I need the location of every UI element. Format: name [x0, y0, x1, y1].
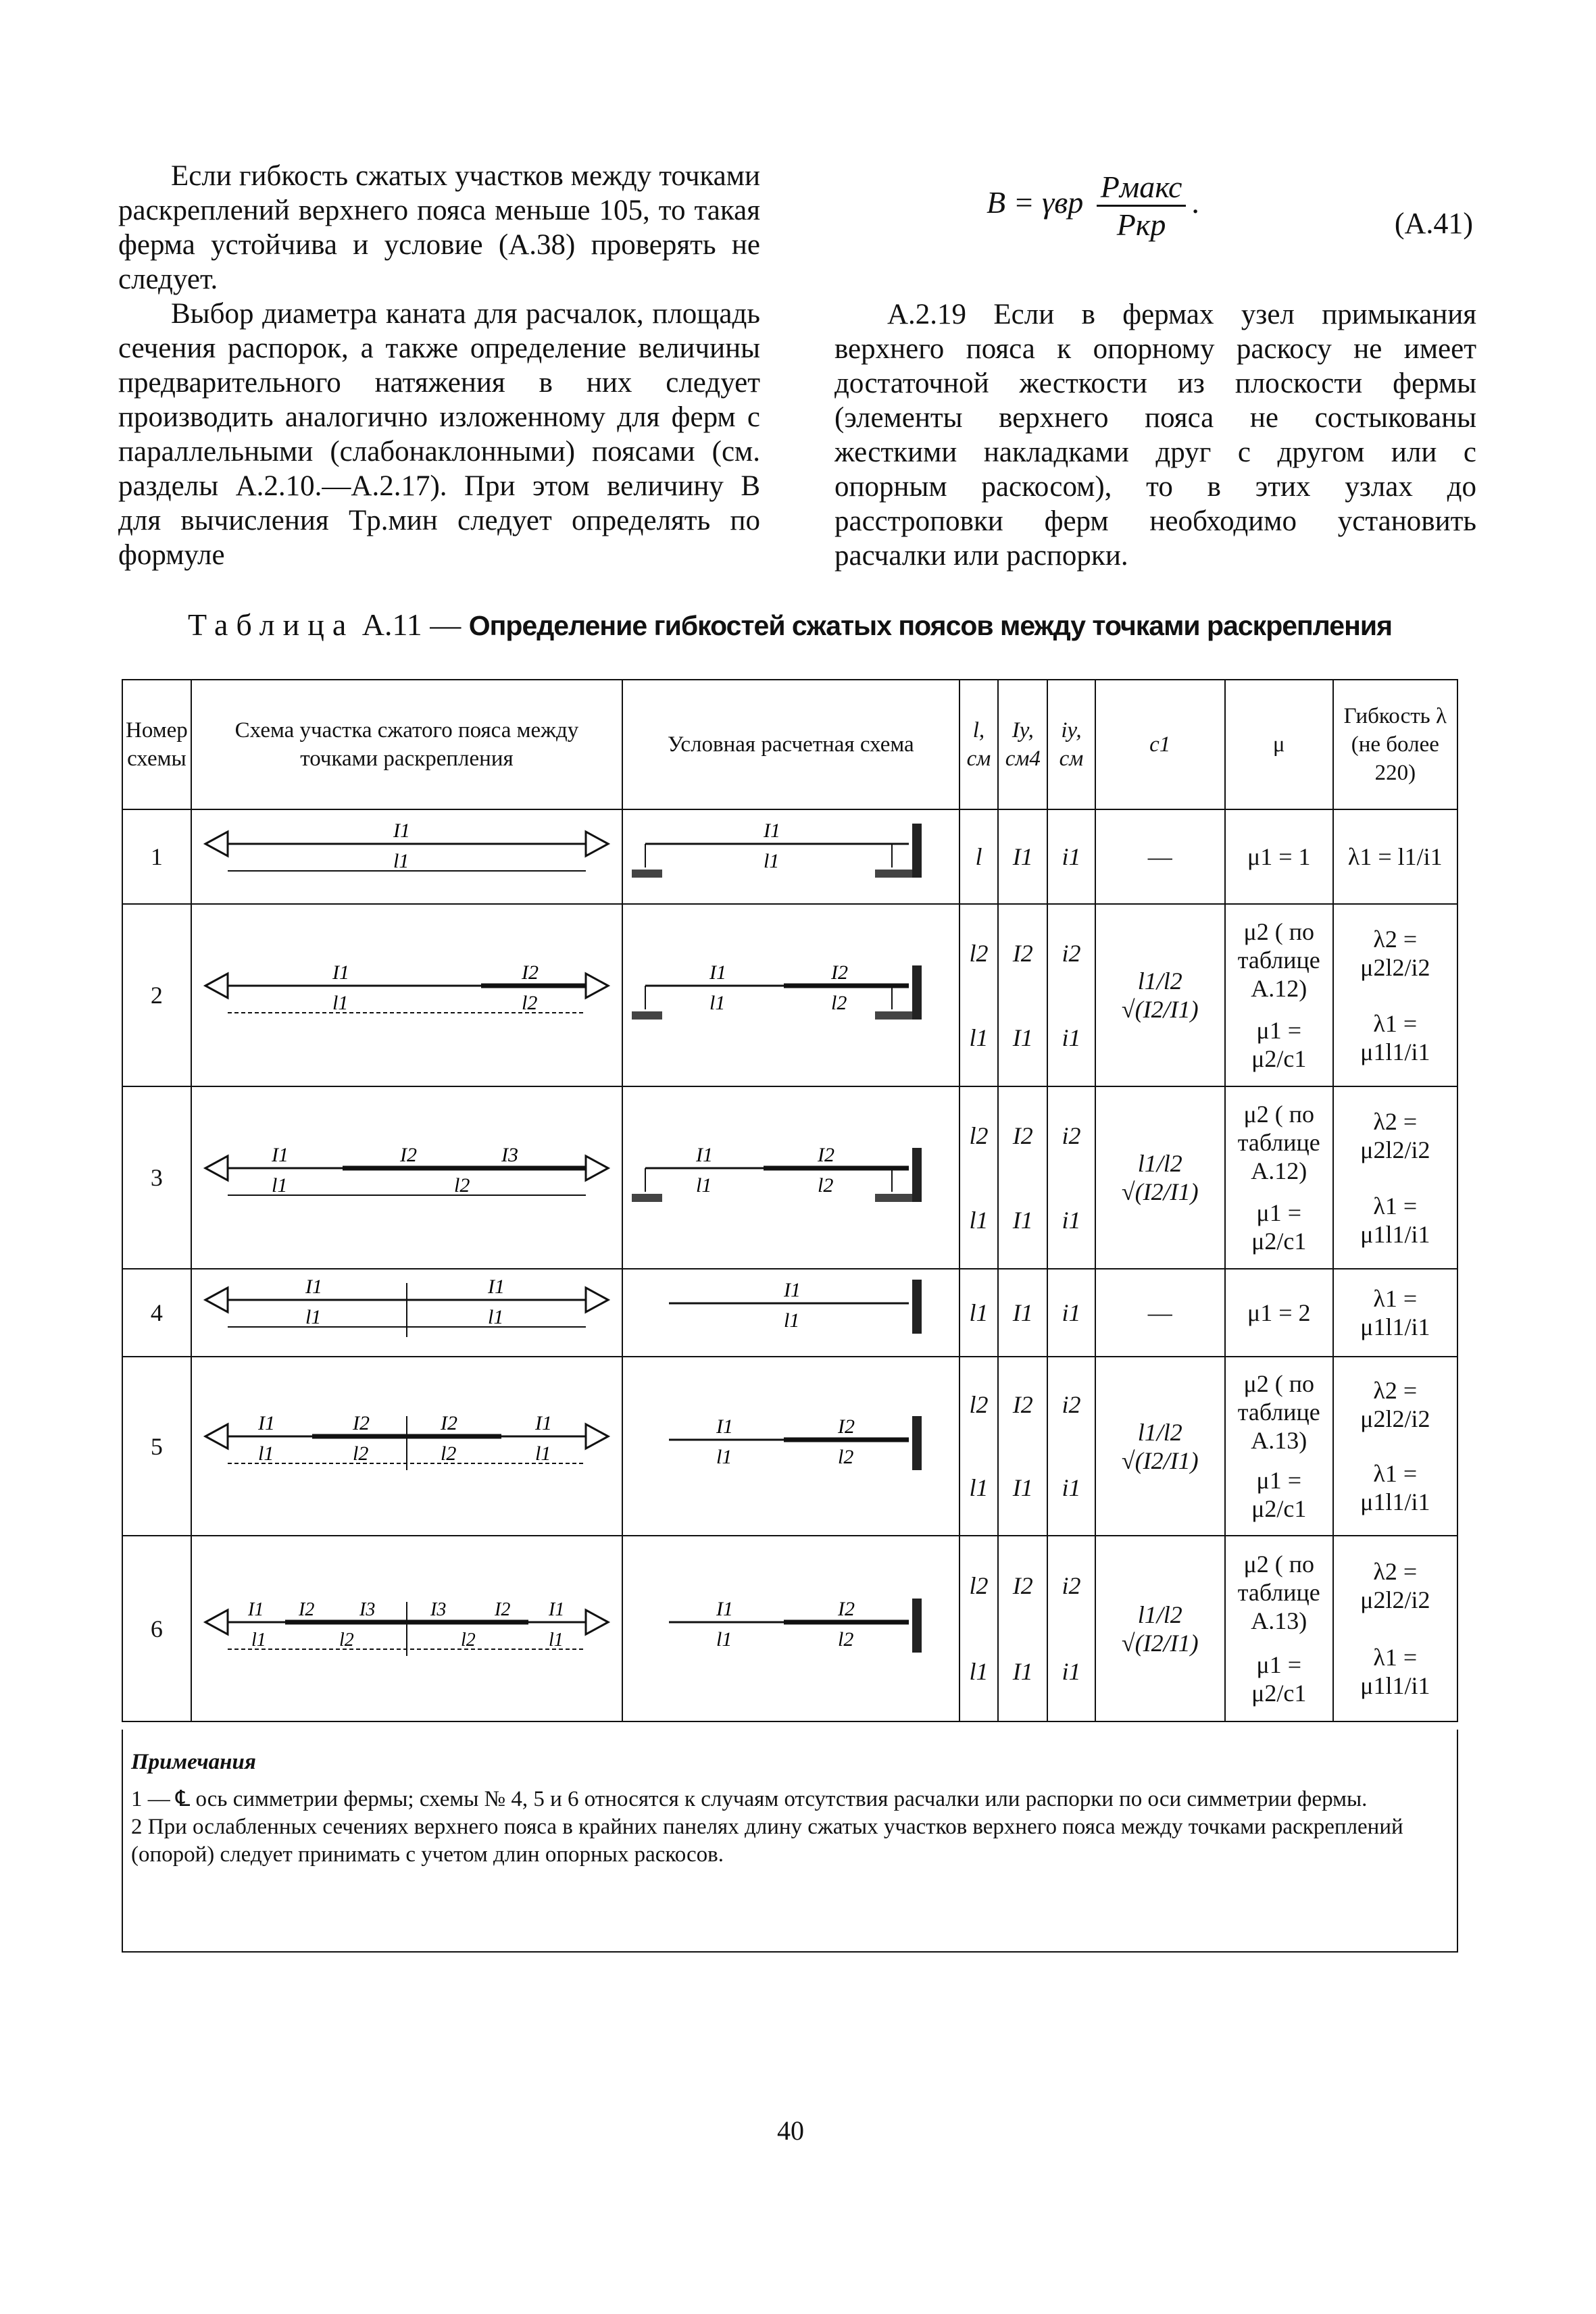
label-l2: l2 — [818, 1174, 834, 1197]
mu-value: μ2 ( по таблице А.12) — [1237, 918, 1320, 1002]
lambda-value: λ1 = μ1l1/i1 — [1360, 1644, 1430, 1700]
c-value: l1/l2 √(I2/I1) — [1095, 1086, 1225, 1269]
notes-box — [122, 1730, 1458, 1953]
label-l1: l1 — [305, 1305, 322, 1328]
row-number: 5 — [122, 1357, 191, 1536]
i-value: i2 — [1062, 1391, 1081, 1419]
table-row — [122, 1086, 1457, 1269]
I-value: I1 — [1012, 1206, 1033, 1234]
table-caption-number: А.11 — — [361, 607, 462, 642]
label-l1: l1 — [251, 1630, 266, 1651]
lambda-value: λ2 = μ2l2/i2 — [1360, 1377, 1430, 1433]
i-value: i1 — [1062, 1658, 1081, 1686]
formula-lhs: B = γвр — [987, 185, 1084, 220]
table-row — [122, 904, 1457, 1086]
mu-value: μ1 = μ2/c1 — [1251, 1467, 1307, 1523]
l-value: l2 — [969, 1391, 989, 1419]
label-l1: l1 — [764, 849, 780, 872]
row-number: 6 — [122, 1536, 191, 1721]
table-row — [122, 1357, 1457, 1536]
mu-value: μ1 = μ2/c1 — [1251, 1199, 1307, 1255]
label-l2: l2 — [521, 991, 538, 1014]
header-l: l, см — [959, 680, 999, 809]
label-l1: l1 — [257, 1442, 274, 1465]
label-I2: I2 — [494, 1599, 511, 1620]
calc-diagram — [622, 1536, 959, 1721]
paragraph-slenderness: Если гибкость сжатых участков между точками раскреплений верхнего пояса меньше 105, то такая ферма устойчива и условие (А.38) проверять не следует. — [118, 160, 760, 295]
fixed-wall-icon — [912, 965, 922, 1020]
c-value: — — [1095, 1269, 1225, 1357]
header-num: Номер схемы — [122, 680, 191, 809]
i-value: i1 — [1047, 809, 1095, 904]
i-value: i1 — [1062, 1206, 1081, 1234]
notes-title: Примечания — [131, 1750, 256, 1774]
fixed-wall-icon — [912, 1416, 922, 1470]
formula-a41: B = γвр $\frac{\text{Pмакс}}{\text{Pкр}}$ . (А.41) — [987, 170, 1473, 242]
mu-value: μ2 ( по таблице А.13) — [1237, 1369, 1320, 1454]
right-arrow-icon — [586, 1610, 608, 1634]
label-I1: I1 — [716, 1415, 734, 1438]
calc-4-diagram — [628, 1273, 953, 1347]
calc-diagram — [622, 1357, 959, 1536]
calc-5-diagram — [628, 1403, 953, 1484]
right-arrow-icon — [586, 1424, 608, 1449]
header-c1: c1 — [1095, 680, 1225, 809]
l-value: l2 — [969, 1122, 989, 1149]
label-I2: I2 — [298, 1599, 315, 1620]
lambda-value: λ2 = μ2l2/i2 — [1360, 1557, 1430, 1613]
label-l1: l1 — [271, 1174, 288, 1197]
slenderness-table — [122, 679, 1458, 1722]
l-value: l2 — [969, 939, 989, 967]
c-value: l1/l2 √(I2/I1) — [1095, 1357, 1225, 1536]
label-I2: I2 — [818, 1143, 835, 1166]
label-I2: I2 — [399, 1143, 417, 1166]
label-l2: l2 — [339, 1630, 354, 1651]
label-I2: I2 — [440, 1412, 457, 1434]
calc-diagram — [622, 1269, 959, 1357]
lambda-value: λ1 = μ1l1/i1 — [1360, 1459, 1430, 1515]
label-I2: I2 — [352, 1412, 370, 1434]
support-icon — [632, 870, 662, 878]
I-value: I1 — [998, 809, 1047, 904]
note-item-1: 1 — ℄ ось симметрии фермы; схемы № 4, 5 и 6 относятся к случаям отсутствия расчалки или распорки по оси симметрии фермы. — [131, 1787, 1368, 1811]
right-arrow-icon — [586, 1156, 608, 1180]
label-I1: I1 — [332, 961, 349, 984]
support-icon — [632, 1194, 662, 1202]
label-I1: I1 — [534, 1412, 552, 1434]
lambda-value: λ1 = μ1l1/i1 — [1360, 1192, 1430, 1248]
page-number: 40 — [777, 2115, 804, 2146]
l-value: l2 — [969, 1571, 989, 1599]
I-value: I2 — [1012, 939, 1033, 967]
support-icon — [875, 870, 912, 878]
I-value: I1 — [998, 1269, 1047, 1357]
label-l1: l1 — [696, 1174, 712, 1197]
i-value: i1 — [1062, 1024, 1081, 1051]
scheme-1-diagram — [197, 817, 616, 891]
label-I1: I1 — [696, 1143, 714, 1166]
header-calc: Условная расчетная схема — [622, 680, 959, 809]
label-l2: l2 — [838, 1628, 854, 1651]
label-I1: I1 — [709, 961, 727, 984]
label-I1: I1 — [764, 819, 781, 842]
header-scheme: Схема участка сжатого пояса между точками раскрепления — [191, 680, 622, 809]
note-item-2: 2 При ослабленных сечениях верхнего пояса в крайних панелях длину сжатых участков верхнего пояса между точками раскреплений (опорой) следует принимать с учетом длин опорных раскосов. — [131, 1815, 1403, 1867]
l-value: l1 — [969, 1206, 989, 1234]
lambda-value: λ1 = μ1l1/i1 — [1333, 1269, 1457, 1357]
label-I1: I1 — [548, 1599, 565, 1620]
support-icon — [875, 1194, 912, 1202]
I-value: I1 — [1012, 1024, 1033, 1051]
scheme-5-diagram — [197, 1403, 616, 1484]
i-value: i1 — [1062, 1474, 1081, 1501]
label-l2: l2 — [440, 1442, 457, 1465]
I-value: I1 — [1012, 1474, 1033, 1501]
mu-value: μ2 ( по таблице А.13) — [1237, 1551, 1320, 1635]
label-I1: I1 — [784, 1278, 801, 1301]
right-arrow-icon — [586, 974, 608, 998]
table-caption-title: Определение гибкостей сжатых поясов между точками раскрепления — [468, 610, 1392, 641]
right-arrow-icon — [586, 1288, 608, 1312]
left-arrow-icon — [205, 1610, 228, 1634]
support-icon — [875, 1011, 912, 1020]
calc-3-diagram — [628, 1134, 953, 1215]
header-lambda: Гибкость λ (не более 220) — [1333, 680, 1457, 809]
table-header-row — [122, 680, 1457, 809]
table-caption-prefix: Таблица — [188, 607, 355, 642]
row-number: 1 — [122, 809, 191, 904]
label-I1: I1 — [716, 1598, 734, 1620]
mu-value: μ1 = μ2/c1 — [1251, 1651, 1307, 1707]
i-value: i2 — [1062, 1122, 1081, 1149]
scheme-diagram — [191, 1536, 622, 1721]
support-icon — [632, 1011, 662, 1020]
scheme-6-diagram — [197, 1585, 616, 1666]
lambda-value: λ1 = μ1l1/i1 — [1360, 1009, 1430, 1065]
label-I2: I2 — [831, 961, 849, 984]
scheme-2-diagram — [197, 952, 616, 1033]
label-l1: l1 — [716, 1446, 732, 1468]
label-I3: I3 — [359, 1599, 376, 1620]
scheme-diagram — [191, 904, 622, 1086]
row-number: 3 — [122, 1086, 191, 1269]
header-Iy: Iy, см4 — [998, 680, 1047, 809]
lambda-value: λ2 = μ2l2/i2 — [1360, 925, 1430, 981]
mu-value: μ1 = 1 — [1225, 809, 1333, 904]
fixed-wall-icon — [912, 824, 922, 878]
formula-fraction — [1097, 169, 1187, 243]
i-value: i2 — [1062, 939, 1081, 967]
left-arrow-icon — [205, 1156, 228, 1180]
table-caption — [188, 607, 1392, 643]
c-value: — — [1095, 809, 1225, 904]
I-value: I2 — [1012, 1391, 1033, 1419]
mu-value: μ1 = μ2/c1 — [1251, 1017, 1307, 1072]
l-value: l1 — [959, 1269, 999, 1357]
paragraph-a2-19: А.2.19 Если в фермах узел примыкания верхнего пояса к опорному раскосу не имеет достаточной жесткости из плоскости фермы (элементы верхнего пояса не состыкованы жесткими накладками друг с другом или с опорным раскосом), то в этих узлах до расстроповки ферм необходимо установить расчалки или распорки. — [834, 299, 1476, 572]
paragraph-cable-diameter: Выбор диаметра каната для расчалок, площадь сечения распорок, а также определение величины предварительного натяжения в них следует производить аналогично изложенному для ферм с параллельными (слабонаклонными) поясами (см. разделы А.2.10.—А.2.17). При этом величину В для вычисления Tр.мин следует определять по формуле — [118, 298, 760, 571]
scheme-4-diagram — [197, 1273, 616, 1347]
label-l2: l2 — [831, 991, 847, 1014]
left-column — [118, 159, 760, 572]
row-number: 4 — [122, 1269, 191, 1357]
label-l1: l1 — [716, 1628, 732, 1651]
calc-diagram — [622, 809, 959, 904]
c-value: l1/l2 √(I2/I1) — [1095, 1536, 1225, 1721]
label-I1: I1 — [257, 1412, 275, 1434]
I-value: I1 — [1012, 1658, 1033, 1686]
left-arrow-icon — [205, 1288, 228, 1312]
label-l2: l2 — [352, 1442, 369, 1465]
left-arrow-icon — [205, 832, 228, 856]
calc-2-diagram — [628, 952, 953, 1033]
l-value: l1 — [969, 1024, 989, 1051]
table-row — [122, 1269, 1457, 1357]
label-I1: I1 — [393, 819, 410, 842]
label-l1: l1 — [487, 1305, 504, 1328]
formula-number: (А.41) — [1394, 207, 1473, 240]
formula-denominator: Pкр — [1116, 207, 1166, 242]
fixed-wall-icon — [912, 1599, 922, 1653]
fixed-wall-icon — [912, 1280, 922, 1334]
label-I1: I1 — [305, 1275, 322, 1298]
I-value: I2 — [1012, 1122, 1033, 1149]
I-value: I2 — [1012, 1571, 1033, 1599]
scheme-diagram — [191, 809, 622, 904]
label-l1: l1 — [548, 1630, 564, 1651]
right-column — [834, 297, 1476, 573]
label-I2: I2 — [838, 1415, 855, 1438]
calc-diagram — [622, 904, 959, 1086]
calc-6-diagram — [628, 1585, 953, 1666]
table-row — [122, 1536, 1457, 1721]
label-I1: I1 — [487, 1275, 505, 1298]
table-row — [122, 809, 1457, 904]
l-value: l1 — [969, 1474, 989, 1501]
header-mu: μ — [1225, 680, 1333, 809]
lambda-value: λ2 = μ2l2/i2 — [1360, 1107, 1430, 1163]
label-l1: l1 — [784, 1309, 800, 1332]
label-l2: l2 — [460, 1630, 476, 1651]
scheme-diagram — [191, 1086, 622, 1269]
label-l2: l2 — [838, 1446, 854, 1468]
label-I1: I1 — [247, 1599, 264, 1620]
calc-1-diagram — [628, 817, 953, 891]
mu-value: μ2 ( по таблице А.12) — [1237, 1101, 1320, 1184]
right-arrow-icon — [586, 832, 608, 856]
c-value: l1/l2 √(I2/I1) — [1095, 904, 1225, 1086]
label-l2: l2 — [453, 1174, 470, 1197]
mu-value: μ1 = 2 — [1225, 1269, 1333, 1357]
i-value: i1 — [1047, 1269, 1095, 1357]
calc-diagram — [622, 1086, 959, 1269]
l-value: l — [959, 809, 999, 904]
fixed-wall-icon — [912, 1148, 922, 1202]
label-l1: l1 — [393, 849, 409, 872]
label-I2: I2 — [521, 961, 539, 984]
left-arrow-icon — [205, 974, 228, 998]
scheme-diagram — [191, 1357, 622, 1536]
label-I1: I1 — [271, 1143, 289, 1166]
lambda-value: λ1 = l1/i1 — [1333, 809, 1457, 904]
left-arrow-icon — [205, 1424, 228, 1449]
scheme-3-diagram — [197, 1134, 616, 1215]
label-I3: I3 — [430, 1599, 447, 1620]
label-l1: l1 — [332, 991, 349, 1014]
label-I2: I2 — [838, 1598, 855, 1620]
header-iy: iy, см — [1047, 680, 1095, 809]
l-value: l1 — [969, 1658, 989, 1686]
row-number: 2 — [122, 904, 191, 1086]
formula-numerator: Pмакс — [1097, 169, 1187, 207]
label-l1: l1 — [534, 1442, 551, 1465]
i-value: i2 — [1062, 1571, 1081, 1599]
label-I3: I3 — [501, 1143, 518, 1166]
scheme-diagram — [191, 1269, 622, 1357]
label-l1: l1 — [709, 991, 726, 1014]
